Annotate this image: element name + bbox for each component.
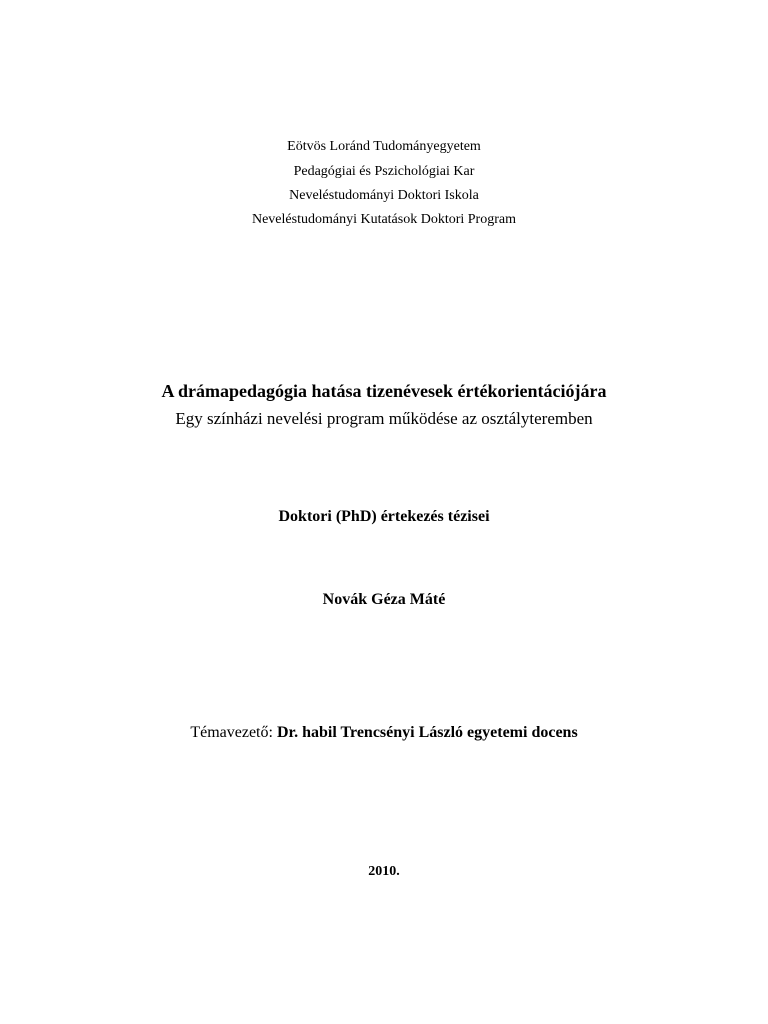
author-name: Novák Géza Máté (322, 591, 446, 608)
faculty-name: Pedagógiai és Pszichológiai Kar (293, 164, 475, 179)
supervisor-name: Dr. habil Trencsényi László egyetemi docens (276, 724, 578, 741)
supervisor-line (0, 725, 768, 741)
document-type: Doktori (PhD) értekezés tézisei (278, 508, 490, 525)
publication-year: 2010. (368, 864, 400, 879)
university-name: Eötvös Loránd Tudományegyetem (287, 139, 481, 154)
doctoral-program-name: Neveléstudományi Kutatások Doktori Program (251, 212, 516, 227)
supervisor-label: Témavezető: (190, 724, 273, 741)
doctoral-school-name: Neveléstudományi Doktori Iskola (289, 188, 479, 203)
thesis-title: A drámapedagógia hatása tizenévesek értékorientációjára (161, 381, 607, 401)
thesis-subtitle: Egy színházi nevelési program működése az osztályteremben (175, 409, 593, 428)
